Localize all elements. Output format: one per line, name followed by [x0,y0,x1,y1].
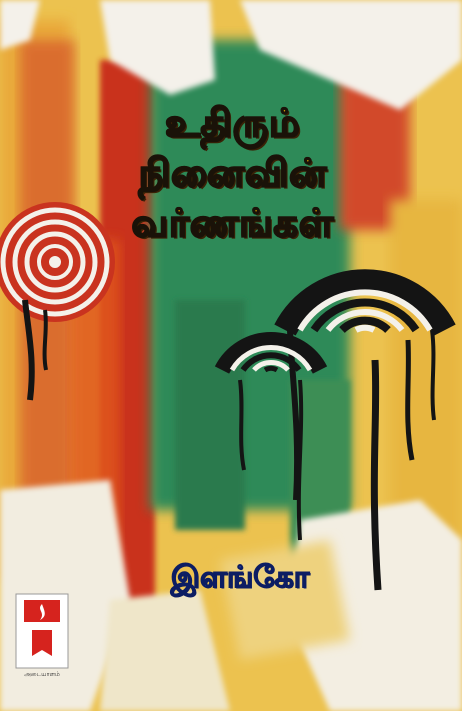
book-flame-logo-icon [14,590,70,670]
publisher-name: அடையாளம் [24,671,60,678]
title-line-2: நினைவின் [138,151,328,195]
yellow-patch-bottom [220,540,350,660]
title-line-3: வர்ணங்கள் [131,201,335,245]
green-drip-left [175,300,245,530]
book-title [108,98,358,248]
title-line-1: உதிரும் [165,101,301,145]
author-name: இளங்கோ [170,560,310,595]
